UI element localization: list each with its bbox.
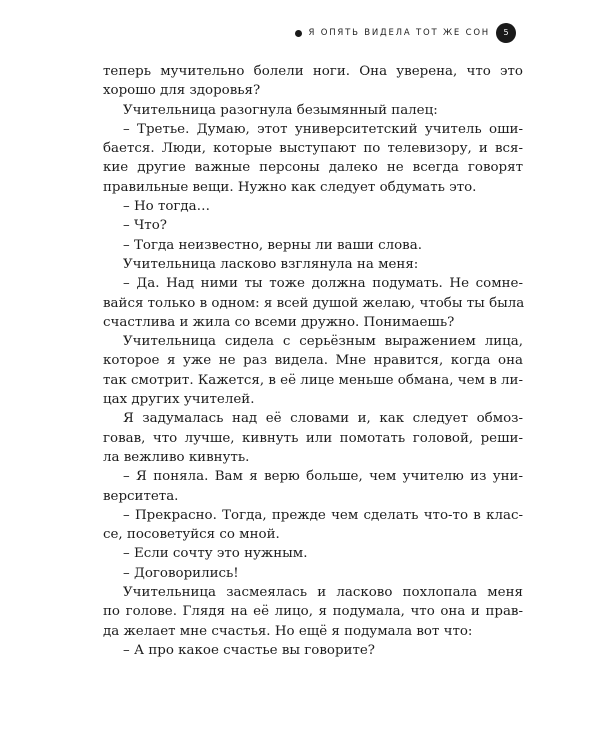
text-line: говав, что лучше, кивнуть или помотать головой, реши- — [103, 430, 523, 446]
text-line: Учительница ласково взглянула на меня: — [123, 256, 419, 272]
text-line: – Договорились! — [123, 565, 239, 581]
text-line: – Но тогда… — [123, 199, 211, 215]
text-line: Учительница сидела с серьёзным выражением лица, — [123, 334, 523, 350]
text-line: – Третье. Думаю, этот университетский учитель оши- — [123, 121, 523, 137]
body-text — [103, 62, 523, 660]
running-header — [295, 28, 490, 38]
text-line: – Я поняла. Вам я верю больше, чем учителю из уни- — [123, 469, 523, 485]
text-line: правильные вещи. Нужно как следует обдумать это. — [103, 179, 477, 195]
text-line: – Прекрасно. Тогда, прежде чем сделать что-то в клас- — [123, 507, 523, 523]
text-line: ла вежливо кивнуть. — [103, 449, 250, 465]
text-line: Учительница засмеялась и ласково похлопала меня — [123, 585, 523, 601]
text-line: да желает мне счастья. Но ещё я подумала вот что: — [103, 623, 473, 639]
text-line: кие другие важные персоны далеко не всегда говорят — [103, 160, 523, 176]
text-line: – Тогда неизвестно, верны ли ваши слова. — [123, 237, 422, 253]
text-line: счастлива и жила со всеми дружно. Понимаешь? — [103, 314, 455, 330]
text-line: бается. Люди, которые выступают по телевизору, и вся- — [103, 141, 523, 157]
text-line: цах других учителей. — [103, 392, 255, 408]
text-line: вайся только в одном: я всей душой желаю, чтобы ты была — [103, 295, 525, 311]
text-line: по голове. Глядя на её лицо, я подумала, что она и прав- — [103, 604, 523, 620]
text-line: – А про какое счастье вы говорите? — [123, 642, 375, 658]
text-line: – Если сочту это нужным. — [123, 546, 308, 562]
text-line: так смотрит. Кажется, в её лице меньше обмана, чем в ли- — [103, 372, 523, 388]
text-line: – Что? — [123, 218, 167, 234]
running-title: Я ОПЯТЬ ВИДЕЛА ТОТ ЖЕ СОН — [308, 28, 490, 38]
text-line: Я задумалась над её словами и, как следует обмоз- — [123, 411, 523, 427]
text-line: теперь мучительно болели ноги. Она уверена, что это — [103, 64, 523, 79]
text-line: хорошо для здоровья? — [103, 83, 261, 99]
bullet-dot-icon — [295, 30, 302, 37]
page-number: 5 — [496, 23, 516, 43]
text-line: – Да. Над ними ты тоже должна подумать. Не сомне- — [123, 276, 523, 292]
text-line: которое я уже не раз видела. Мне нравится, когда она — [103, 353, 523, 369]
text-line: верситета. — [103, 488, 179, 504]
text-line: Учительница разогнула безымянный палец: — [123, 102, 438, 118]
text-line: се, посоветуйся со мной. — [103, 527, 280, 543]
